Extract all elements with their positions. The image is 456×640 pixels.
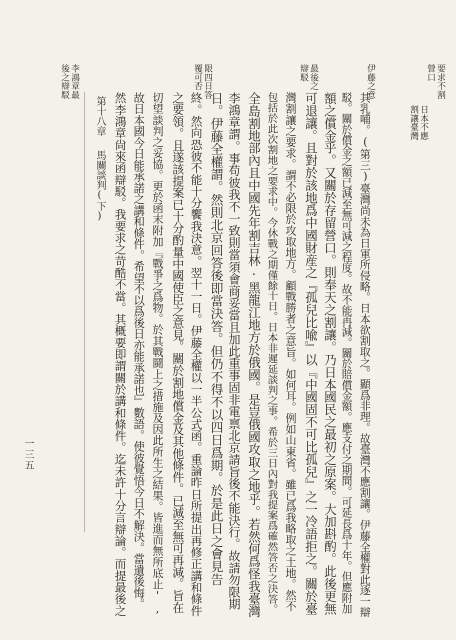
margin-note-line: 要求不割 bbox=[435, 64, 446, 100]
margin-note-line: 割讓臺灣 bbox=[408, 105, 419, 141]
text-column: 全島割地部內且中國先年割吉林·黑龍江地方於俄國。是豈俄國攻取之地乎。若然何爲怪我臺灣 bbox=[246, 92, 262, 618]
margin-note-line: 營口 bbox=[425, 64, 436, 82]
text-column: 包括於此次割地之要求中。今休戰之期僅餘十日。日本非遲延談判之事。希於三日內對我提案爲確然答否之決答。 bbox=[265, 92, 278, 615]
column-divider bbox=[84, 92, 85, 532]
margin-note-line: 最後之 bbox=[308, 64, 319, 91]
text-column: 駁。關於償金之額已減至無可減之程度。故不能再減。關於賠償金額。應支付之期間。可延長爲十年。但應附加 bbox=[340, 92, 353, 614]
page-number: 一三五 bbox=[22, 438, 33, 471]
text-column: 額之償金乎。又關於存留營口。則奉天之割讓。乃日本國民之最初之原案。大加斟酌。此後更無 bbox=[322, 92, 338, 615]
chapter-title: 馬關談判(下) bbox=[94, 150, 105, 222]
margin-note-line: 辯駁 bbox=[298, 64, 309, 82]
margin-note-line: 李鴻章最 bbox=[69, 64, 80, 100]
text-column: 終。然向恐彼不能十分饗我決意。翌十一日。伊藤全權以一半公式函。重論昨日所提出再修正講和條件 bbox=[189, 92, 204, 617]
margin-note-line: 限四日答 bbox=[202, 64, 213, 100]
margin-note-line: 日本不應 bbox=[418, 105, 429, 141]
text-column: 李鴻章謂。事苟彼我不一致則當須會商妥當且加此重事固非電禀北京請旨後不能決行。故請勿限期 bbox=[227, 92, 241, 611]
margin-note-line: 後之辯駁 bbox=[59, 64, 70, 100]
text-column: 日。伊藤全權謂。然則北京回答後即當決答。但仍不得不以四日爲期。於是此日之會見告 bbox=[208, 92, 224, 586]
margin-note-line: 伊藤之意 bbox=[365, 64, 376, 100]
chapter-label: 第十八章 bbox=[94, 96, 105, 136]
text-column: 灣割讓之要求。謂不必限於攻取地方。顧戰勝者之意旨。如何耳。例如山東省。雖已爲我略取之土地。然不 bbox=[284, 92, 297, 612]
margin-note-line: 覆可否 bbox=[192, 64, 203, 91]
text-column: 之要領。且遂該提案已十分酌量中國使臣之意見。關於割地償金及其他條件。已減至無可再減。旨在 bbox=[170, 92, 185, 614]
text-column: 故日本國今日能承諾之講和條件。希望不以爲後日亦能承諾也』數語。使彼覺悟今日不解決。當遺後悔。 bbox=[132, 92, 146, 610]
text-column: 其乳哺。(第三)臺灣尚未為日軍所侵略。日本欲割取之。顯爲非理。故臺灣不應割讓。伊藤全權對此逐一辯 bbox=[358, 92, 372, 618]
text-column: 切望談判之妥協。更於函末附加『戰爭之爲物。於其戰鬪上之措施及因此所生之結果。皆進而無所底止', bbox=[151, 92, 164, 616]
text-column: 可退讓。且對於該地爲中國財産之『孤兒比喩』以『中國固不可比孤兒』之一冷語拒之。關於臺 bbox=[303, 92, 319, 615]
text-column: 然李鴻章尙來函辯駁。我要求之苛酷不當。其概要即謂關於講和條件。迄未許十分言辯論。而提最後之 bbox=[113, 92, 128, 617]
